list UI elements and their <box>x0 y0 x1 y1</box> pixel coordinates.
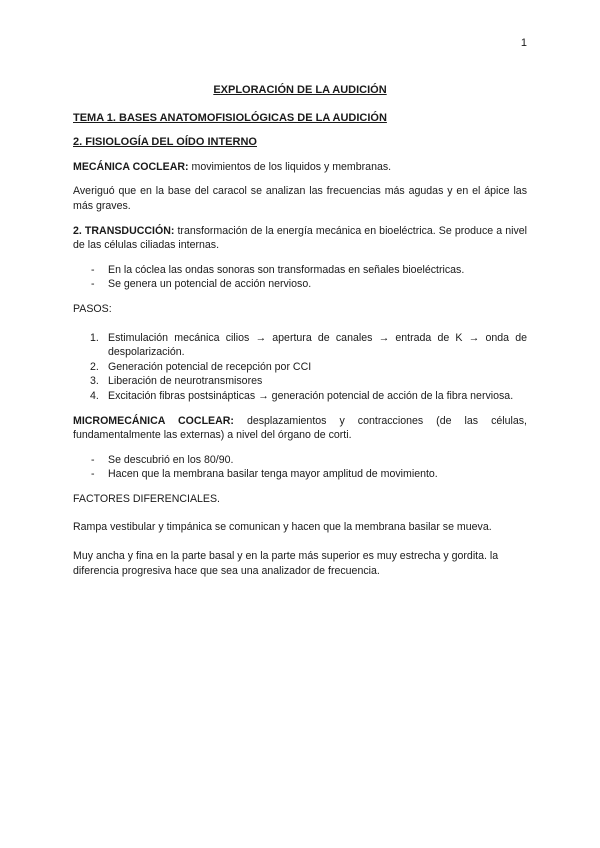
averiguo-paragraph: Averiguó que en la base del caracol se analizan las frecuencias más agudas y en el ápice las más graves. <box>73 185 527 212</box>
step-text: Liberación de neurotransmisores <box>108 375 263 388</box>
list-item <box>73 389 527 404</box>
mecanica-label: MECÁNICA COCLEAR: <box>73 160 189 173</box>
step-number: 2. <box>90 360 99 373</box>
micromecanica-list <box>73 453 527 482</box>
list-item: - Hacen que la membrana basilar tenga mayor amplitud de movimiento. <box>73 467 527 482</box>
step-text: Excitación fibras postsinápticas → generación potencial de acción de la fibra nerviosa. <box>108 389 514 402</box>
factores-paragraph: FACTORES DIFERENCIALES. <box>73 492 220 505</box>
page-number: 1 <box>520 37 527 49</box>
list-item: - En la cóclea las ondas sonoras son transformadas en señales bioeléctricas. <box>73 263 527 278</box>
list-item <box>73 374 527 389</box>
micromecanica-label: MICROMECÁNICA COCLEAR: <box>73 414 234 427</box>
pasos-label: PASOS: <box>73 302 112 315</box>
document-body <box>73 83 527 588</box>
mecanica-text: movimientos de los liquidos y membranas. <box>188 160 392 173</box>
transduccion-text: transformación de la energía mecánica en bioeléctrica. Se produce a nivel de las células ciliadas internas. <box>73 224 527 252</box>
micromecanica-text: desplazamientos y contracciones (de las células, fundamentalmente las externas) a nivel del órgano de corti. <box>73 414 527 442</box>
step-number: 3. <box>90 375 99 388</box>
step-number: 4. <box>90 389 99 402</box>
list-item: - Se genera un potencial de acción nervioso. <box>73 277 527 292</box>
rampa-paragraph: Rampa vestibular y timpánica se comunican y hacen que la membrana basilar se mueva. <box>73 521 492 534</box>
transduccion-paragraph <box>73 224 527 253</box>
list-item <box>73 360 527 375</box>
mecanica-paragraph <box>73 160 527 175</box>
micromecanica-paragraph <box>73 414 527 443</box>
list-item <box>73 331 527 360</box>
tema-heading: TEMA 1. BASES ANATOMOFISIOLÓGICAS DE LA AUDICIÓN <box>73 111 387 124</box>
step-text: Estimulación mecánica cilios → apertura de canales → entrada de K → onda de despolarización. <box>108 331 527 359</box>
pasos-list <box>73 331 527 404</box>
list-item: - Se descubrió en los 80/90. <box>73 453 527 468</box>
transduccion-list <box>73 263 527 292</box>
muy-ancha-paragraph: Muy ancha y fina en la parte basal y en la parte más superior es muy estrecha y gordita. la diferencia progresiva hace que sea una analizador de frecuencia. <box>73 550 499 577</box>
step-number: 1. <box>90 331 99 344</box>
document-title: EXPLORACIÓN DE LA AUDICIÓN <box>213 84 387 96</box>
transduccion-label: 2. TRANSDUCCIÓN: <box>73 224 175 237</box>
section-heading: 2. FISIOLOGÍA DEL OÍDO INTERNO <box>73 136 257 149</box>
step-text: Generación potencial de recepción por CCI <box>108 360 312 373</box>
